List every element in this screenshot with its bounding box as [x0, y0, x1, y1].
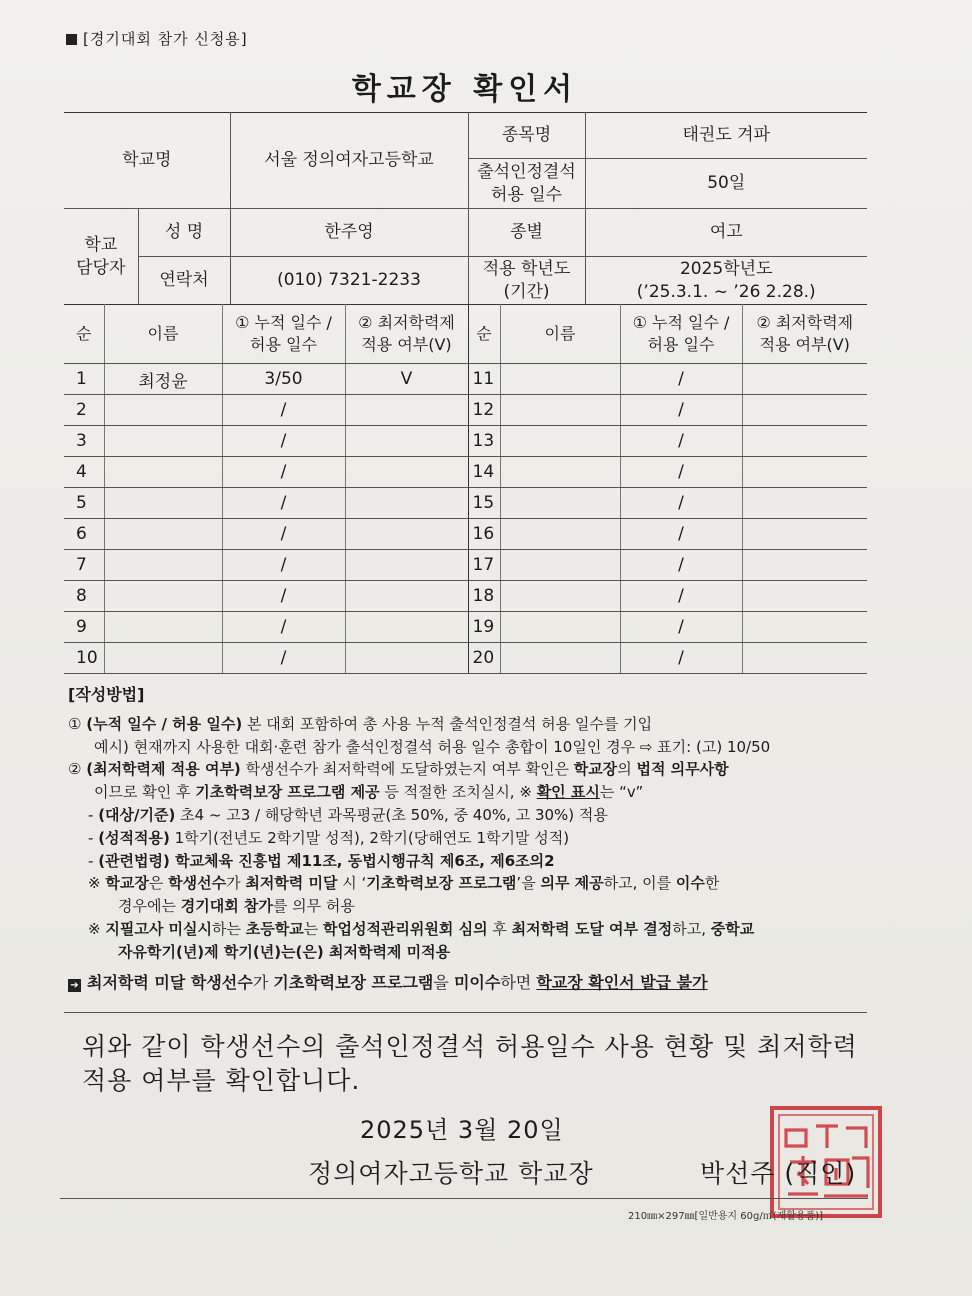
row-no: 11 [468, 364, 500, 395]
n1l: 이수 [675, 874, 705, 893]
n1m: 한 [704, 874, 720, 893]
principal-name: 박선주 (직인) [700, 1159, 857, 1188]
row-name [500, 488, 620, 519]
row-name [500, 612, 620, 643]
issue-date: 2025년 3월 20일 [360, 1116, 564, 1144]
header-min-score-right [742, 305, 867, 364]
header-days-l1: ① 누적 일수 / [235, 313, 332, 333]
row-no: 15 [468, 488, 500, 519]
attendance-table [64, 304, 867, 674]
row-no: 16 [468, 519, 500, 550]
year-value-l2: (’25.3.1. ~ ’26 2.28.) [636, 281, 816, 302]
n1i: ’을 [516, 874, 541, 893]
row-no: 17 [468, 550, 500, 581]
header-days-right-l2: 허용 일수 [647, 335, 715, 354]
row-no: 18 [468, 581, 500, 612]
year-label [468, 257, 585, 305]
header-min-l2: 적용 여부(V) [361, 335, 452, 354]
header-min-score [345, 305, 468, 364]
row-check [742, 395, 867, 426]
year-label-l1: 적용 학년도 [482, 258, 571, 279]
row-no: 13 [468, 426, 500, 457]
bottom-divider [60, 1198, 868, 1199]
g2e: 의 [617, 760, 637, 779]
g2l2e: 는 “v” [599, 783, 644, 802]
row-no: 3 [64, 426, 104, 457]
manager-label [64, 209, 138, 305]
n2b: 지필고사 미실시 [105, 919, 212, 938]
g2c: 학생선수가 최저학력에 도달하였는지 여부 확인은 [240, 760, 574, 779]
b2c: 1학기(전년도 2학기말 성적), 2학기(당해연도 1학기말 성적) [169, 828, 570, 847]
row-days: / [620, 612, 742, 643]
row-name [104, 612, 222, 643]
row-check [742, 643, 867, 674]
row-no: 5 [64, 488, 104, 519]
row-name [104, 519, 222, 550]
document-title: 학교장 확인서 [351, 72, 579, 107]
table-row [64, 581, 867, 612]
n1l2b: 경기대회 참가 [180, 897, 273, 916]
row-check [742, 519, 867, 550]
row-name [104, 395, 222, 426]
row-check: V [345, 364, 468, 395]
g2d: 학교장 [573, 760, 618, 779]
principal-title: 정의여자고등학교 학교장 [308, 1159, 594, 1188]
n1f: 최저학력 미달 [245, 874, 338, 893]
row-no: 14 [468, 457, 500, 488]
fb: 가 [252, 972, 274, 992]
g1a: ① [68, 714, 87, 733]
guide-item-2-line2 [68, 781, 868, 804]
n1d: 학생선수 [168, 874, 227, 893]
fe: 미이수 [453, 972, 501, 992]
guide-heading: [작성방법] [68, 685, 145, 704]
header-no: 순 [64, 305, 104, 364]
guide-final-note [68, 972, 868, 995]
row-no: 12 [468, 395, 500, 426]
form-type-tag [66, 28, 248, 49]
guide-note-2 [68, 918, 868, 941]
header-name: 이름 [104, 305, 222, 364]
g2l2c: 등 적절한 조치실시, ※ [379, 783, 537, 802]
row-days: / [222, 550, 345, 581]
school-value: 서울 정의여자고등학교 [230, 113, 468, 209]
row-check [345, 395, 468, 426]
row-name [500, 364, 620, 395]
row-check [345, 426, 468, 457]
g1c: 본 대회 포함하여 총 사용 누적 출석인정결석 허용 일수를 기입 [242, 714, 653, 733]
n1b: 학교장 [105, 874, 149, 893]
writing-guide [68, 684, 868, 994]
row-check [742, 612, 867, 643]
row-check [345, 581, 468, 612]
row-days: / [620, 364, 742, 395]
contact-label: 연락처 [138, 257, 230, 305]
fc: 기초학력보장 프로그램 [273, 972, 434, 992]
n1c: 은 [148, 874, 169, 893]
n1e: 가 [226, 874, 246, 893]
guide-bullet-2 [68, 827, 868, 850]
contact-value: (010) 7321-2233 [230, 257, 468, 305]
table-row [64, 519, 867, 550]
n2a: ※ [88, 919, 106, 938]
n2f: 학업성적관리위원회 심의 [322, 919, 488, 938]
row-name: 최정윤 [104, 364, 222, 395]
row-days: / [222, 612, 345, 643]
guide-note-2-line2 [68, 941, 868, 964]
divider-line [64, 1012, 867, 1013]
fa: 최저학력 미달 학생선수 [87, 972, 253, 992]
b3a: - [88, 851, 99, 870]
header-days-right-l1: ① 누적 일수 / [632, 313, 730, 333]
row-check [742, 426, 867, 457]
row-check [742, 364, 867, 395]
guide-item-2 [68, 758, 868, 781]
confirmation-statement [82, 1030, 862, 1098]
row-no: 8 [64, 581, 104, 612]
allowed-days-value: 50일 [585, 159, 867, 209]
table-row [64, 395, 867, 426]
table-row [64, 643, 867, 674]
row-no: 19 [468, 612, 500, 643]
square-bullet-icon [66, 34, 77, 45]
row-check [345, 488, 468, 519]
fd: 을 [433, 972, 454, 992]
row-name [500, 395, 620, 426]
allowed-days-label [468, 159, 585, 209]
b2a: - [88, 828, 99, 847]
row-days: / [222, 581, 345, 612]
n1h: 기초학력보장 프로그램 [366, 874, 517, 893]
guide-note-1-line2 [68, 895, 868, 918]
row-name [104, 581, 222, 612]
fg: 학교장 확인서 발급 불가 [536, 972, 708, 992]
row-no: 1 [64, 364, 104, 395]
g2l2a: 이므로 확인 후 [94, 783, 196, 802]
row-name [500, 519, 620, 550]
info-table [64, 112, 867, 305]
n1k: 하고, 이를 [603, 874, 676, 893]
row-days: / [620, 550, 742, 581]
row-check [742, 457, 867, 488]
statement-line-1: 위와 같이 학생선수의 출석인정결석 허용일수 사용 현황 및 최저학력 [82, 1032, 858, 1061]
row-days: / [222, 488, 345, 519]
row-no: 7 [64, 550, 104, 581]
row-check [742, 488, 867, 519]
n2c: 하는 [212, 919, 246, 938]
row-check [345, 457, 468, 488]
row-days: / [620, 488, 742, 519]
row-no: 4 [64, 457, 104, 488]
table-row [64, 426, 867, 457]
row-name [500, 426, 620, 457]
n2i: 하고, [672, 919, 711, 938]
row-name [104, 488, 222, 519]
row-days: / [222, 519, 345, 550]
ff: 하면 [500, 972, 537, 992]
table-row [64, 550, 867, 581]
row-check [742, 550, 867, 581]
n1l2a: 경우에는 [118, 897, 181, 916]
header-days [222, 305, 345, 364]
name-value: 한주영 [230, 209, 468, 257]
row-name [500, 550, 620, 581]
header-name-right: 이름 [500, 305, 620, 364]
header-min-right-l1: ② 최저학력제 [756, 313, 854, 333]
row-check [345, 612, 468, 643]
n2g: 후 [487, 919, 512, 938]
row-days: / [620, 581, 742, 612]
year-value-l1: 2025학년도 [679, 258, 773, 279]
header-min-l1: ② 최저학력제 [358, 313, 455, 333]
allowed-days-label-l2: 허용 일수 [490, 184, 563, 205]
n2h: 최저학력 도달 여부 결정 [511, 919, 673, 938]
b1c: 초4 ~ 고3 / 해당학년 과목평균(초 50%, 중 40%, 고 30%) 적용 [175, 805, 608, 824]
paper-spec-footer: 210㎜×297㎜[일반용지 60g/㎡(재활용품)] [628, 1211, 824, 1222]
row-days: / [222, 643, 345, 674]
n2e: 는 [303, 919, 323, 938]
table-row [64, 612, 867, 643]
row-days: / [620, 457, 742, 488]
table-row [64, 488, 867, 519]
row-days: 3/50 [222, 364, 345, 395]
n1j: 의무 제공 [540, 874, 604, 893]
school-label: 학교명 [64, 113, 230, 209]
type-value: 여고 [585, 209, 867, 257]
row-days: / [222, 395, 345, 426]
row-check [345, 519, 468, 550]
b2b: (성적적용) [98, 828, 170, 847]
guide-bullet-3 [68, 850, 868, 873]
row-name [500, 457, 620, 488]
row-check [345, 643, 468, 674]
row-no: 2 [64, 395, 104, 426]
type-label: 종별 [468, 209, 585, 257]
g2b: (최저학력제 적용 여부) [86, 760, 241, 779]
row-days: / [222, 426, 345, 457]
header-days-right [620, 305, 742, 364]
row-name [104, 457, 222, 488]
row-name [104, 426, 222, 457]
name-label: 성 명 [138, 209, 230, 257]
b1b: (대상/기준) [98, 805, 176, 824]
row-name [500, 643, 620, 674]
g1b: (누적 일수 / 허용 일수) [86, 714, 243, 733]
b1a: - [88, 805, 99, 824]
row-no: 6 [64, 519, 104, 550]
row-days: / [620, 519, 742, 550]
guide-note-1 [68, 872, 868, 895]
row-no: 20 [468, 643, 500, 674]
n1l2c: 를 의무 허용 [272, 897, 355, 916]
form-type-text: [경기대회 참가 신청용] [83, 30, 248, 48]
table-row [64, 364, 867, 395]
year-label-l2: (기간) [503, 281, 550, 302]
event-value: 태권도 겨파 [585, 113, 867, 159]
n1a: ※ [88, 874, 106, 893]
manager-label-l1: 학교 [84, 234, 118, 255]
guide-item-1 [68, 713, 868, 736]
header-no-right: 순 [468, 305, 500, 364]
row-check [345, 550, 468, 581]
arrow-box-icon: ➔ [68, 979, 81, 992]
row-days: / [620, 426, 742, 457]
allowed-days-label-l1: 출석인정결석 [477, 161, 576, 182]
statement-line-2: 적용 여부를 확인합니다. [82, 1066, 361, 1095]
n2l2: 자유학기(년)제 학기(년)는(은) 최저학력제 미적용 [118, 942, 451, 961]
row-days: / [620, 643, 742, 674]
row-days: / [222, 457, 345, 488]
guide-bullet-1 [68, 804, 868, 827]
row-check [742, 581, 867, 612]
row-days: / [620, 395, 742, 426]
header-min-right-l2: 적용 여부(V) [759, 335, 850, 354]
row-name [104, 550, 222, 581]
year-value [585, 257, 867, 305]
row-name [104, 643, 222, 674]
guide-item-1-example: 예시) 현재까지 사용한 대회·훈련 참가 출석인정결석 허용 일수 총합이 10일인 경우 ⇨ 표기: (고) 10/50 [94, 737, 771, 756]
table-row [64, 457, 867, 488]
header-days-l2: 허용 일수 [250, 335, 317, 354]
n2d: 초등학교 [245, 919, 304, 938]
event-label: 종목명 [468, 113, 585, 159]
g2f: 법적 의무사항 [636, 760, 729, 779]
row-name [500, 581, 620, 612]
n2j: 중학교 [710, 919, 755, 938]
attendance-header-row [64, 305, 867, 364]
n1g: 시 ‘ [337, 874, 367, 893]
g2a: ② [68, 760, 87, 779]
g2l2b: 기초학력보장 프로그램 제공 [195, 783, 380, 802]
manager-label-l2: 담당자 [76, 257, 126, 278]
g2l2d: 확인 표시 [536, 783, 600, 802]
row-no: 9 [64, 612, 104, 643]
row-no: 10 [64, 643, 104, 674]
b3b: (관련법령) 학교체육 진흥법 제11조, 동법시행규칙 제6조, 제6조의2 [98, 851, 555, 870]
